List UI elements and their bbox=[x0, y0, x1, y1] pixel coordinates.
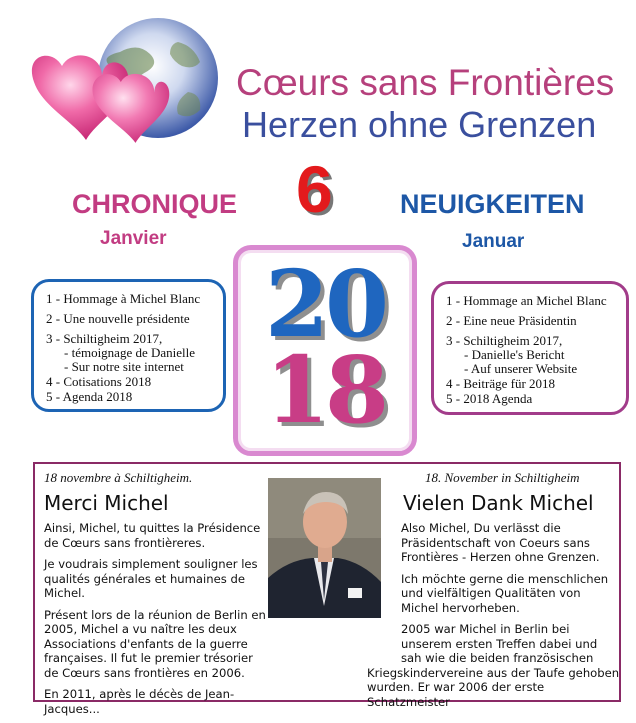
toc-de-item-2[interactable]: 2 - Eine neue Präsidentin bbox=[446, 313, 577, 328]
chronicle-month-fr: Janvier bbox=[100, 228, 167, 249]
chronicle-label-de: NEUIGKEITEN bbox=[400, 189, 585, 219]
toc-de-item-4[interactable]: 4 - Beiträge für 2018 bbox=[446, 376, 556, 391]
toc-fr-item-5[interactable]: 5 - Agenda 2018 bbox=[46, 389, 133, 404]
article-heading-fr: Merci Michel bbox=[44, 491, 169, 515]
article-frame bbox=[33, 462, 621, 716]
article-de-paragraph bbox=[367, 622, 621, 709]
year-panel bbox=[233, 245, 417, 456]
article-fr-paragraph: Présent lors de la réunion de Berlin en 2005, Michel a vu naître les deux Associations d'enfants de la guerre françaises. Il fut le premier trésorier de Cœurs sans frontières en 2006. bbox=[44, 607, 266, 680]
year-top-digits: 20 bbox=[264, 250, 386, 358]
toc-french bbox=[31, 279, 226, 412]
article-fr-paragraph: Je voudrais simplement souligner les qualités générales et humaines de Michel. bbox=[44, 557, 258, 600]
chronicle-month-de: Januar bbox=[462, 231, 525, 252]
article-heading-de: Vielen Dank Michel bbox=[403, 491, 594, 515]
toc-de-item-1[interactable]: 1 - Hommage an Michel Blanc bbox=[446, 293, 607, 308]
toc-de-subitem-1[interactable]: - Danielle's Bericht bbox=[464, 347, 565, 362]
article-de-text: Kriegskindervereine aus der Taufe gehoben wurden. Er war 2006 der erste Schatzmeister bbox=[367, 665, 620, 709]
toc-fr-item-2[interactable]: 2 - Une nouvelle présidente bbox=[46, 311, 190, 326]
toc-fr-subitem-1[interactable]: - témoignage de Danielle bbox=[64, 345, 196, 360]
toc-german bbox=[431, 281, 629, 415]
article-body-de bbox=[367, 521, 621, 716]
article-fr-paragraph: En 2011, après le décès de Jean-Jacques... bbox=[44, 687, 235, 716]
toc-de-subitem-2[interactable]: - Auf unserer Website bbox=[464, 361, 578, 376]
article-de-paragraph bbox=[367, 521, 621, 565]
chronicle-label-fr: CHRONIQUE bbox=[72, 189, 238, 219]
toc-de-item-5[interactable]: 5 - 2018 Agenda bbox=[446, 391, 533, 406]
article-de-text: Also Michel, Du verlässt die Präsidentschaft von Coeurs sans Frontières - Herzen ohne Grenzen. bbox=[401, 521, 600, 564]
hearts-globe-logo bbox=[28, 12, 238, 162]
article-body-fr bbox=[44, 521, 269, 723]
article-fr-paragraph: Ainsi, Michel, tu quittes la Présidence de Cœurs sans frontièreres. bbox=[44, 521, 261, 550]
year-bottom-digits: 18 bbox=[264, 336, 386, 444]
article-date-de: 18. November in Schiltigheim bbox=[425, 470, 580, 485]
issue-number: 6 bbox=[296, 152, 333, 226]
masthead-title-de: Herzen ohne Grenzen bbox=[242, 104, 597, 145]
portrait-photo bbox=[268, 478, 381, 618]
year-bottom bbox=[238, 336, 412, 444]
toc-fr-item-3[interactable]: 3 - Schiltigheim 2017, bbox=[46, 331, 163, 346]
toc-fr-item-4[interactable]: 4 - Cotisations 2018 bbox=[46, 374, 152, 389]
toc-fr-subitem-2[interactable]: - Sur notre site internet bbox=[64, 359, 184, 374]
article-de-text: Ich möchte gerne die menschlichen und vielfältigen Qualitäten von Michel hervorheben. bbox=[401, 571, 609, 615]
article-date-fr: 18 novembre à Schiltigheim. bbox=[44, 470, 193, 485]
article-de-paragraph bbox=[367, 572, 621, 616]
toc-de-item-3[interactable]: 3 - Schiltigheim 2017, bbox=[446, 333, 563, 348]
toc-fr-item-1[interactable]: 1 - Hommage à Michel Blanc bbox=[46, 291, 201, 306]
article-de-text: 2005 war Michel in Berlin bei unserem ersten Treffen dabei und sah wie die beiden französischen bbox=[401, 622, 598, 665]
masthead-title-fr: Cœurs sans Frontières bbox=[236, 62, 615, 103]
